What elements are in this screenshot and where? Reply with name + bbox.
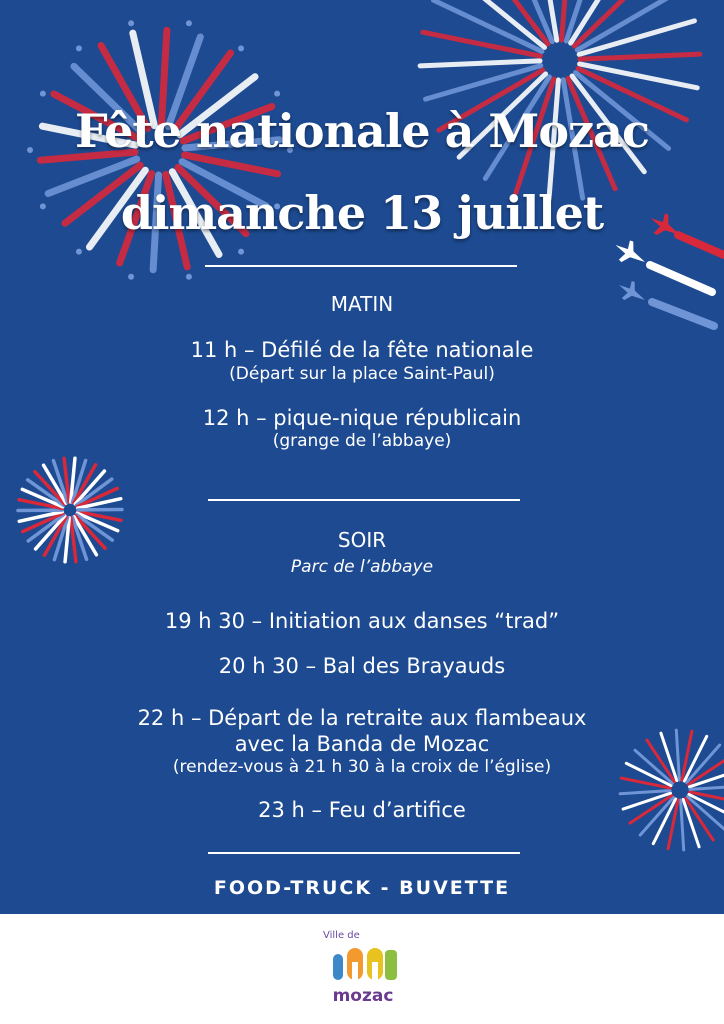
soir-item-3-sub: (rendez-vous à 21 h 30 à la croix de l’église) bbox=[172, 757, 552, 777]
soir-location: Parc de l’abbaye bbox=[290, 557, 434, 577]
divider-bottom bbox=[208, 852, 520, 854]
title-line-1: Fête nationale à Mozac bbox=[75, 104, 649, 158]
soir-item-2: 20 h 30 – Bal des Brayauds bbox=[218, 654, 506, 678]
food-truck-buvette: FOOD-TRUCK - BUVETTE bbox=[213, 877, 511, 899]
firework-top-right-icon bbox=[420, 0, 700, 200]
soir-item-3-main2: avec la Banda de Mozac bbox=[234, 732, 490, 756]
soir-item-3-main: 22 h – Départ de la retraite aux flambeaux bbox=[137, 706, 587, 730]
logo-text-bottom: mozac bbox=[332, 986, 394, 1006]
mozac-logo-icon bbox=[323, 924, 403, 1008]
logo-text-top: Ville de bbox=[323, 930, 360, 941]
matin-item-2-main: 12 h – pique-nique républicain bbox=[202, 406, 522, 430]
matin-header: MATIN bbox=[330, 292, 394, 316]
soir-item-1: 19 h 30 – Initiation aux danses “trad” bbox=[164, 609, 560, 633]
soir-item-4: 23 h – Feu d’artifice bbox=[258, 798, 466, 822]
title-line-2: dimanche 13 juillet bbox=[120, 186, 604, 240]
divider-middle bbox=[208, 499, 520, 501]
logo-arches-icon bbox=[327, 944, 401, 984]
jet-trail-white bbox=[650, 265, 712, 292]
matin-item-1-sub: (Départ sur la place Saint-Paul) bbox=[229, 364, 495, 384]
jet-plane-white-icon bbox=[610, 235, 651, 273]
matin-item-1-main: 11 h – Défilé de la fête nationale bbox=[190, 338, 534, 362]
matin-item-2-sub: (grange de l’abbaye) bbox=[272, 431, 452, 451]
soir-header: SOIR bbox=[337, 528, 387, 552]
divider-top bbox=[205, 265, 517, 267]
